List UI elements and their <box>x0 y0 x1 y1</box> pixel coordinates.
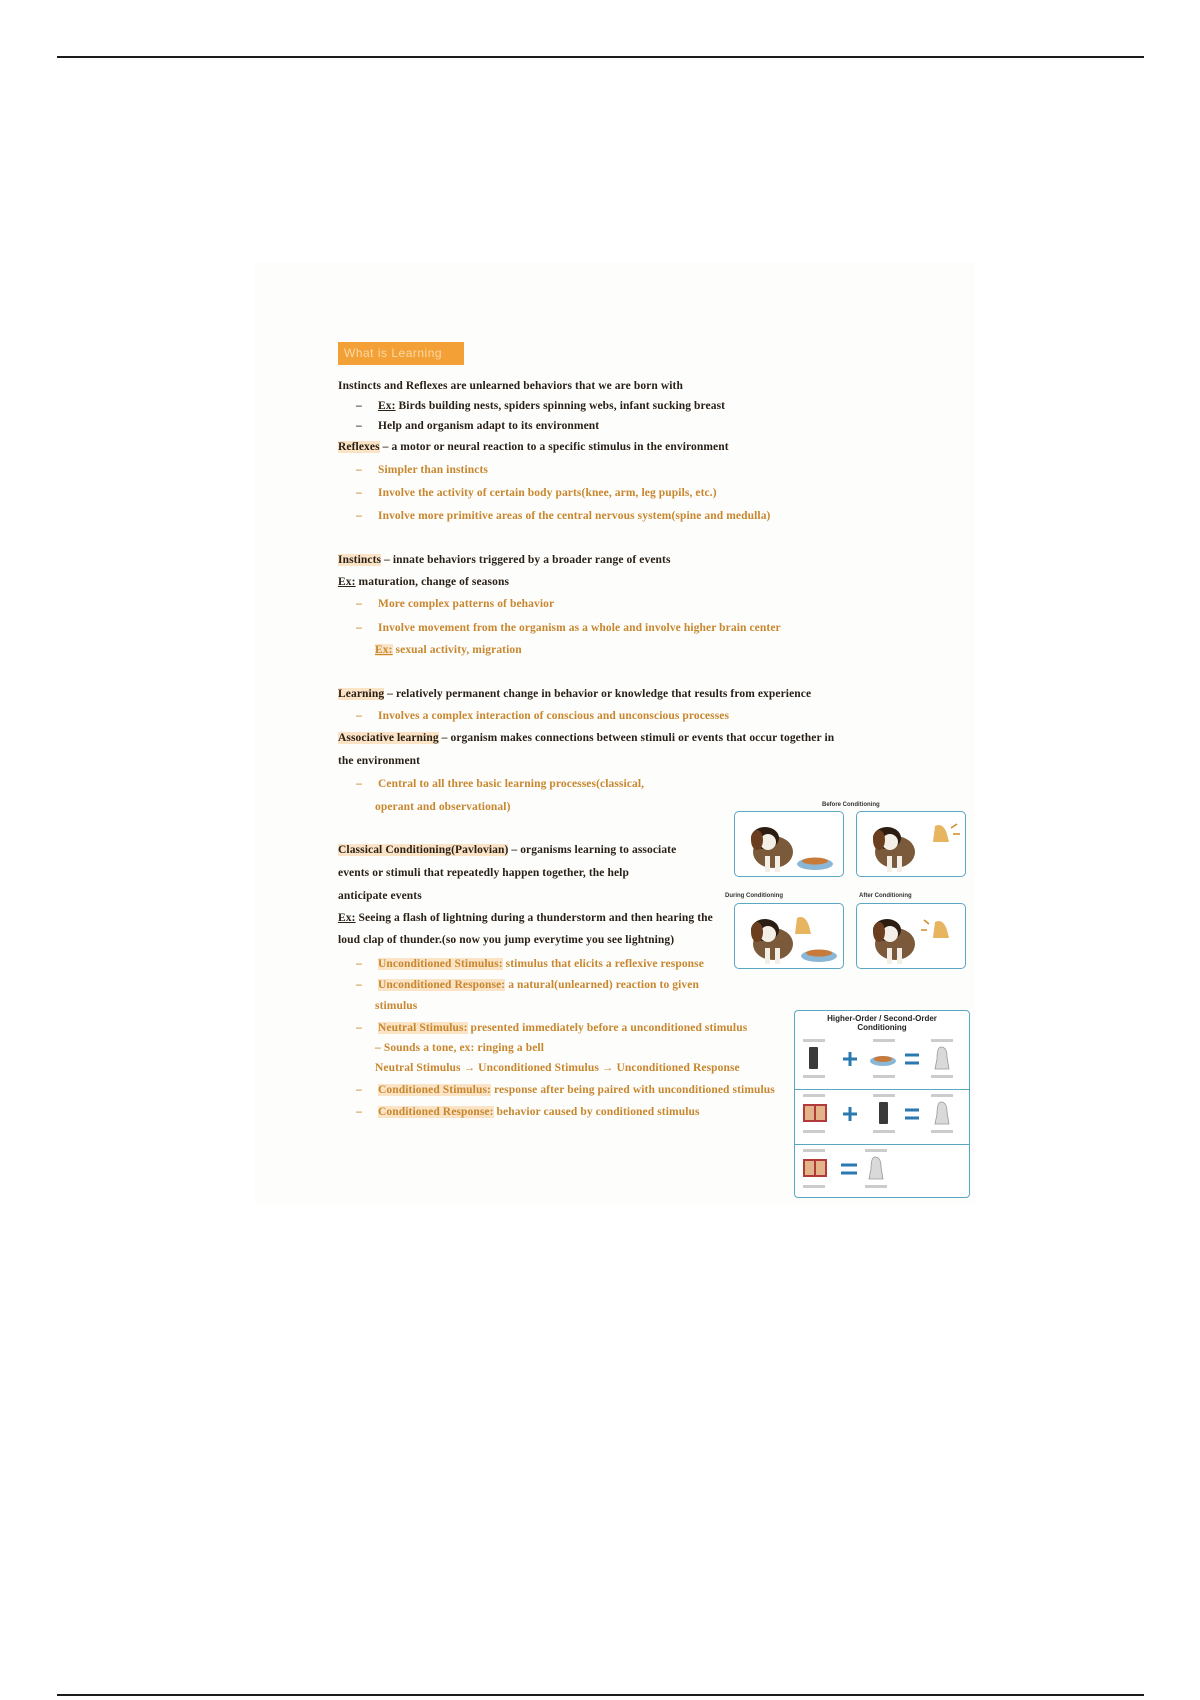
figure-caption: After Conditioning <box>859 893 912 899</box>
note-line <box>338 552 671 568</box>
note-line <box>356 708 729 724</box>
note-text: Involves a complex interaction of conscious and unconscious processes <box>378 710 730 722</box>
bullet-dash: – <box>356 979 362 991</box>
note-text: Neutral Stimulus → Unconditioned Stimulus → Unconditioned Response <box>375 1062 740 1074</box>
note-line <box>356 596 554 612</box>
note-text: sexual activity, migration <box>392 644 522 656</box>
bullet-dash: – <box>356 1084 362 1096</box>
note-line <box>338 730 834 746</box>
bullet-dash: – <box>356 1106 362 1118</box>
hoc-title-line2: Conditioning <box>857 1023 907 1032</box>
note-line <box>356 508 771 524</box>
note-line <box>338 865 629 881</box>
note-line <box>338 378 683 394</box>
note-line <box>375 1040 544 1056</box>
note-line <box>338 753 420 769</box>
note-text: More complex patterns of behavior <box>378 598 555 610</box>
note-text: a natural(unlearned) reaction to given <box>505 979 699 991</box>
term-label: Ex: <box>375 644 393 656</box>
note-text: – Sounds a tone, ex: ringing a bell <box>375 1042 544 1054</box>
note-line <box>338 888 422 904</box>
term-label: Ex: <box>338 912 356 924</box>
note-line <box>375 799 511 815</box>
hoc-row-2 <box>795 1090 969 1145</box>
note-text: loud clap of thunder.(so now you jump everytime you see lightning) <box>338 934 675 946</box>
note-text: presented immediately before a unconditioned stimulus <box>467 1022 748 1034</box>
note-text: Help and organism adapt to its environment <box>378 420 600 432</box>
hoc-figure-title <box>795 1014 969 1032</box>
note-text: Central to all three basic learning processes(classical, <box>378 778 645 790</box>
note-text: events or stimuli that repeatedly happen together, the help <box>338 867 629 879</box>
top-rule <box>57 56 1144 58</box>
bullet-dash: – <box>356 710 362 722</box>
term-label: Neutral Stimulus: <box>378 1022 468 1034</box>
note-line <box>338 686 811 702</box>
note-line <box>356 418 599 434</box>
dog-panel-before-bell <box>856 811 966 877</box>
note-text: operant and observational) <box>375 801 511 813</box>
dog-panel-after <box>856 903 966 969</box>
note-text: – relatively permanent change in behavior or knowledge that results from experience <box>384 688 812 700</box>
bullet-dash: – <box>356 487 362 499</box>
term-label: Reflexes <box>338 441 380 453</box>
bullet-dash: – <box>356 958 362 970</box>
note-text: Birds building nests, spiders spinning webs, infant sucking breast <box>395 400 726 412</box>
note-text: stimulus <box>375 1000 418 1012</box>
note-text: Instincts and Reflexes are unlearned behaviors that we are born with <box>338 380 683 392</box>
term-label: Instincts <box>338 554 382 566</box>
dog-panel-before-food <box>734 811 844 877</box>
note-line <box>356 956 704 972</box>
term-label: Conditioned Response: <box>378 1106 494 1118</box>
note-line <box>356 776 644 792</box>
bullet-dash: – <box>356 598 362 610</box>
term-label: Classical Conditioning(Pavlovian) <box>338 844 509 856</box>
note-line <box>356 1104 700 1120</box>
note-text: – innate behaviors triggered by a broader range of events <box>381 554 671 566</box>
note-line <box>338 842 676 858</box>
note-text: Simpler than instincts <box>378 464 488 476</box>
term-label: Conditioned Stimulus: <box>378 1084 491 1096</box>
note-line <box>375 998 417 1014</box>
section-header-tag <box>338 342 464 365</box>
note-text: – a motor or neural reaction to a specific stimulus in the environment <box>379 441 729 453</box>
note-line <box>356 462 488 478</box>
note-text: Involve movement from the organism as a whole and involve higher brain center <box>378 622 781 634</box>
note-line <box>338 910 713 926</box>
note-text: anticipate events <box>338 890 422 902</box>
note-text: behavior caused by conditioned stimulus <box>493 1106 700 1118</box>
bullet-dash: – <box>356 400 362 412</box>
hoc-title-line1: Higher-Order / Second-Order <box>827 1014 937 1023</box>
note-line <box>338 574 509 590</box>
bullet-dash: – <box>356 778 362 790</box>
note-line <box>356 398 725 414</box>
scanned-notes-page <box>255 262 975 1204</box>
term-label: Associative learning <box>338 732 439 744</box>
term-label: Learning <box>338 688 385 700</box>
figure-caption: Before Conditioning <box>822 802 880 808</box>
bullet-dash: – <box>356 464 362 476</box>
note-line <box>356 1020 747 1036</box>
bullet-dash: – <box>356 510 362 522</box>
note-line <box>356 620 781 636</box>
note-line <box>375 642 522 658</box>
term-label: Ex: <box>378 400 396 412</box>
note-line <box>338 932 674 948</box>
dog-panel-during <box>734 903 844 969</box>
hoc-row-3 <box>795 1145 969 1199</box>
higher-order-conditioning-figure <box>794 1010 970 1198</box>
bullet-dash: – <box>356 420 362 432</box>
bullet-dash: – <box>356 622 362 634</box>
term-label: Unconditioned Stimulus: <box>378 958 503 970</box>
note-line <box>338 439 729 455</box>
bullet-dash: – <box>356 1022 362 1034</box>
note-text: response after being paired with unconditioned stimulus <box>490 1084 775 1096</box>
term-label: Unconditioned Response: <box>378 979 506 991</box>
note-text: – organisms learning to associate <box>508 844 677 856</box>
hoc-row-1 <box>795 1035 969 1090</box>
note-text: – organism makes connections between stimuli or events that occur together in <box>438 732 835 744</box>
note-line <box>356 1082 775 1098</box>
note-text: Seeing a flash of lightning during a thunderstorm and then hearing the <box>355 912 713 924</box>
note-text: Involve more primitive areas of the central nervous system(spine and medulla) <box>378 510 771 522</box>
figure-caption: During Conditioning <box>725 893 783 899</box>
note-text: maturation, change of seasons <box>355 576 510 588</box>
bottom-rule <box>57 1694 1144 1696</box>
note-text: the environment <box>338 755 421 767</box>
note-line <box>356 977 699 993</box>
note-text: stimulus that elicits a reflexive response <box>502 958 704 970</box>
note-line <box>375 1060 740 1076</box>
section-header-text: What is Learning <box>344 346 443 360</box>
note-text: Involve the activity of certain body parts(knee, arm, leg pupils, etc.) <box>378 487 717 499</box>
note-line <box>356 485 717 501</box>
term-label: Ex: <box>338 576 356 588</box>
